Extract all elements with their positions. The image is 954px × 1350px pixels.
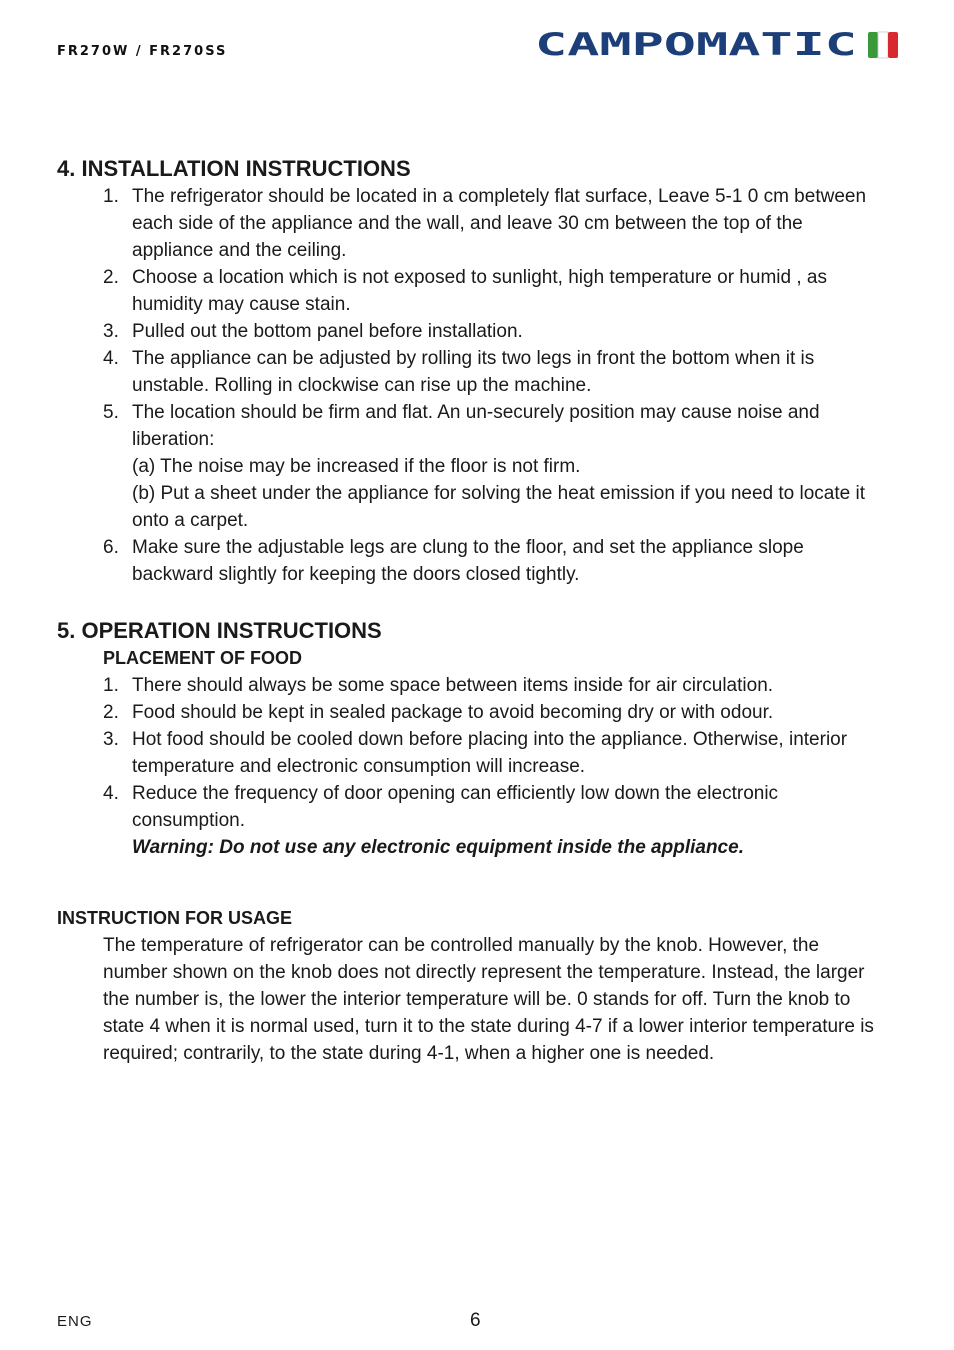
brand-logo-text: CAMPOMATIC: [535, 30, 857, 60]
sub-item-b: (b) Put a sheet under the appliance for solving the heat emission if you need to locate it onto a carpet.: [132, 483, 866, 531]
placement-title: PLACEMENT OF FOOD: [103, 648, 302, 668]
usage-paragraph: The temperature of refrigerator can be controlled manually by the knob. However, the number shown on the knob does not directly represent the temperature. Instead, the larger the number is, the lower the interior temperature will be. 0 stands for off. Turn the knob to state 4 when it is normal used, turn it to the state during 4-7 if a lower interior temperature is required; contrarily, to the state during 4-1, when a higher one is needed.: [103, 935, 874, 1064]
list-item: 5. The location should be firm and flat. An un-securely position may cause noise and liberation: (a) The noise may be increased if the floor is not firm. (b) Put a sheet under the appliance for solving the heat emission if you need to locate it onto a carpet.: [57, 399, 877, 534]
warning-text: Warning: Do not use any electronic equipment inside the appliance.: [132, 837, 744, 858]
operation-title: 5. OPERATION INSTRUCTIONS: [57, 618, 382, 643]
sub-item-a: (a) The noise may be increased if the floor is not firm.: [132, 456, 581, 477]
list-item: 3. Hot food should be cooled down before placing into the appliance. Otherwise, interior temperature and electronic consumption will increase.: [103, 729, 848, 777]
list-item: 2. Choose a location which is not exposed to sunlight, high temperature or humid , as humidity may cause stain.: [103, 267, 827, 315]
installation-title: 4. INSTALLATION INSTRUCTIONS: [57, 156, 411, 181]
page-number: 6: [470, 1310, 481, 1331]
page-content: [57, 155, 877, 1067]
list-item: 4. Reduce the frequency of door opening can efficiently low down the electronic consumption.: [103, 783, 779, 831]
list-item: 2. Food should be kept in sealed package to avoid becoming dry or with odour.: [103, 702, 774, 723]
language-label: ENG: [57, 1313, 93, 1330]
placement-list: [57, 672, 877, 834]
installation-list: [57, 183, 877, 588]
italian-flag-icon: [868, 32, 898, 58]
brand-logo: [535, 30, 900, 60]
usage-title: INSTRUCTION FOR USAGE: [57, 908, 293, 928]
list-item: 4. The appliance can be adjusted by rolling its two legs in front the bottom when it is unstable. Rolling in clockwise can rise up the machine.: [103, 348, 815, 396]
list-item: 1. The refrigerator should be located in a completely flat surface, Leave 5-1 0 cm between each side of the appliance and the wall, and leave 30 cm between the top of the appliance and the ceiling.: [103, 186, 867, 261]
list-item: 1. There should always be some space between items inside for air circulation.: [103, 675, 774, 696]
model-number: FR270W / FR270SS: [57, 44, 228, 59]
list-item: 6. Make sure the adjustable legs are clung to the floor, and set the appliance slope backward slightly for keeping the doors closed tightly.: [103, 537, 804, 585]
list-item: 3. Pulled out the bottom panel before installation.: [103, 321, 523, 342]
